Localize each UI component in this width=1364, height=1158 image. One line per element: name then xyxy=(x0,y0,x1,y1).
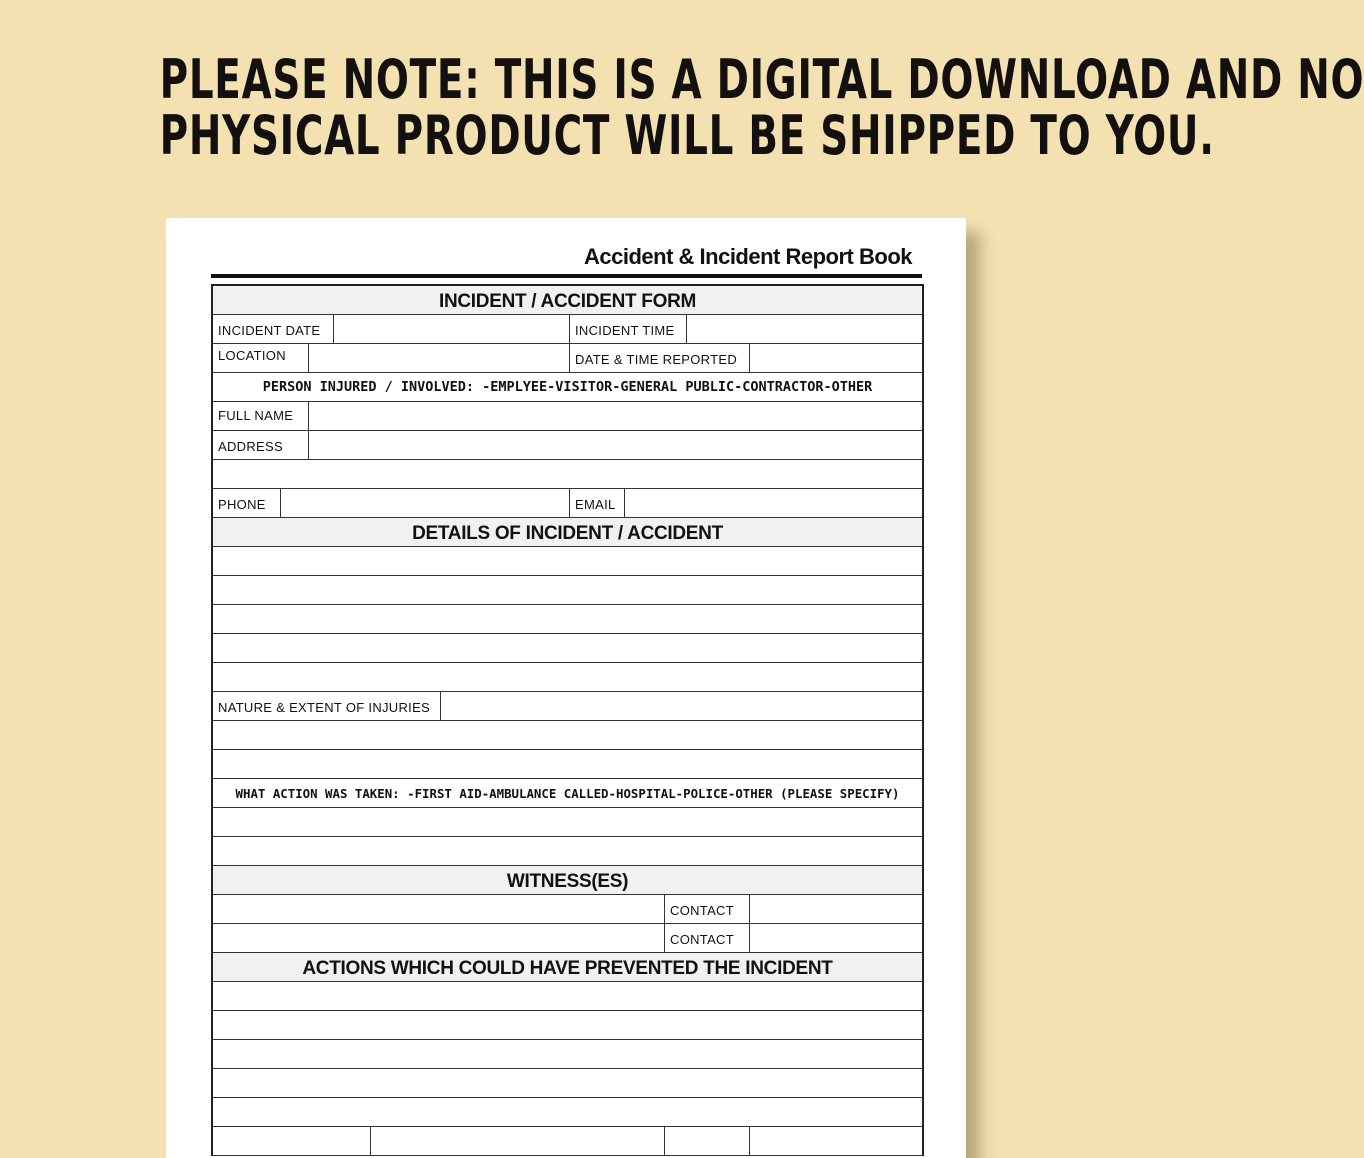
address-label-cell xyxy=(213,431,309,459)
contact-label-cell xyxy=(665,895,750,923)
incident-date-label-cell xyxy=(213,315,334,343)
details-line[interactable] xyxy=(213,605,922,634)
full-name-field[interactable] xyxy=(309,402,920,430)
address-row xyxy=(213,431,922,460)
incident-time-label-cell xyxy=(570,315,687,343)
witness-row xyxy=(213,924,922,953)
book-title: Accident & Incident Report Book xyxy=(584,244,912,269)
title-rule xyxy=(211,274,922,278)
injuries-field[interactable] xyxy=(441,692,920,720)
injuries-line[interactable] xyxy=(213,750,922,779)
incident-date-label: INCIDENT DATE xyxy=(218,323,321,338)
prevent-line[interactable] xyxy=(213,1040,922,1069)
contact-label: CONTACT xyxy=(670,903,734,918)
witness-heading-row xyxy=(213,866,922,895)
details-line[interactable] xyxy=(213,634,922,663)
incident-date-field[interactable] xyxy=(334,315,570,343)
injuries-row xyxy=(213,692,922,721)
signature-date-label-cell xyxy=(665,1127,750,1155)
digital-download-notice xyxy=(0,48,1364,167)
witness-contact-field[interactable] xyxy=(750,895,920,923)
witness-name-field[interactable] xyxy=(213,895,665,923)
prevent-line[interactable] xyxy=(213,1098,922,1127)
signature-label-cell xyxy=(213,1127,371,1155)
injuries-line[interactable] xyxy=(213,721,922,750)
full-name-row xyxy=(213,402,922,431)
action-line[interactable] xyxy=(213,808,922,837)
phone-label-cell xyxy=(213,489,281,517)
prevent-line[interactable] xyxy=(213,1069,922,1098)
contact-label-cell xyxy=(665,924,750,952)
signature-row xyxy=(213,1127,922,1156)
email-field[interactable] xyxy=(625,489,920,517)
incident-time-label: INCIDENT TIME xyxy=(575,323,675,338)
notice-line-1: PLEASE NOTE: THIS IS A DIGITAL DOWNLOAD AND NO xyxy=(159,48,1364,111)
full-name-label: FULL NAME xyxy=(218,408,294,423)
details-heading-row xyxy=(213,518,922,547)
signature-date-field[interactable] xyxy=(750,1127,920,1155)
signature-field[interactable] xyxy=(371,1127,665,1155)
witness-heading: WITNESS(ES) xyxy=(506,871,629,892)
phone-label: PHONE xyxy=(218,497,266,512)
date-time-reported-field[interactable] xyxy=(750,344,920,372)
form-heading-row xyxy=(213,286,922,315)
action-line[interactable] xyxy=(213,837,922,866)
incident-form xyxy=(211,284,924,1156)
location-label: LOCATION xyxy=(218,348,286,363)
prevent-heading: ACTIONS WHICH COULD HAVE PREVENTED THE INCIDENT xyxy=(302,958,833,979)
full-name-label-cell xyxy=(213,402,309,430)
injuries-label: NATURE & EXTENT OF INJURIES xyxy=(218,700,431,715)
details-heading: DETAILS OF INCIDENT / ACCIDENT xyxy=(412,523,723,544)
address-field[interactable] xyxy=(309,431,920,459)
email-label: EMAIL xyxy=(575,497,616,512)
details-line[interactable] xyxy=(213,576,922,605)
form-heading: INCIDENT / ACCIDENT FORM xyxy=(438,291,697,312)
address-label: ADDRESS xyxy=(218,439,283,454)
email-label-cell xyxy=(570,489,625,517)
notice-line-2: PHYSICAL PRODUCT WILL BE SHIPPED TO YOU. xyxy=(159,104,1215,167)
date-time-reported-label-cell xyxy=(570,344,750,372)
person-injured-options: PERSON INJURED / INVOLVED: -EMPLYEE-VISITOR-GENERAL PUBLIC-CONTRACTOR-OTHER xyxy=(262,379,873,395)
phone-email-row xyxy=(213,489,922,518)
address-line-2[interactable] xyxy=(213,460,922,489)
form-sheet xyxy=(166,218,966,1158)
action-taken-row xyxy=(213,779,922,808)
details-line[interactable] xyxy=(213,663,922,692)
date-time-reported-label: DATE & TIME REPORTED xyxy=(575,352,738,367)
location-field[interactable] xyxy=(309,344,570,372)
phone-field[interactable] xyxy=(281,489,570,517)
witness-name-field[interactable] xyxy=(213,924,665,952)
witness-contact-field[interactable] xyxy=(750,924,920,952)
prevent-line[interactable] xyxy=(213,1011,922,1040)
witness-row xyxy=(213,895,922,924)
prevent-line[interactable] xyxy=(213,982,922,1011)
details-line[interactable] xyxy=(213,547,922,576)
location-label-cell xyxy=(213,344,309,372)
location-row xyxy=(213,344,922,373)
person-injured-row xyxy=(213,373,922,402)
contact-label: CONTACT xyxy=(670,932,734,947)
incident-date-row xyxy=(213,315,922,344)
injuries-label-cell xyxy=(213,692,441,720)
action-taken-options: WHAT ACTION WAS TAKEN: -FIRST AID-AMBULANCE CALLED-HOSPITAL-POLICE-OTHER (PLEASE SPECIFY) xyxy=(235,786,900,801)
prevent-heading-row xyxy=(213,953,922,982)
incident-time-field[interactable] xyxy=(687,315,920,343)
